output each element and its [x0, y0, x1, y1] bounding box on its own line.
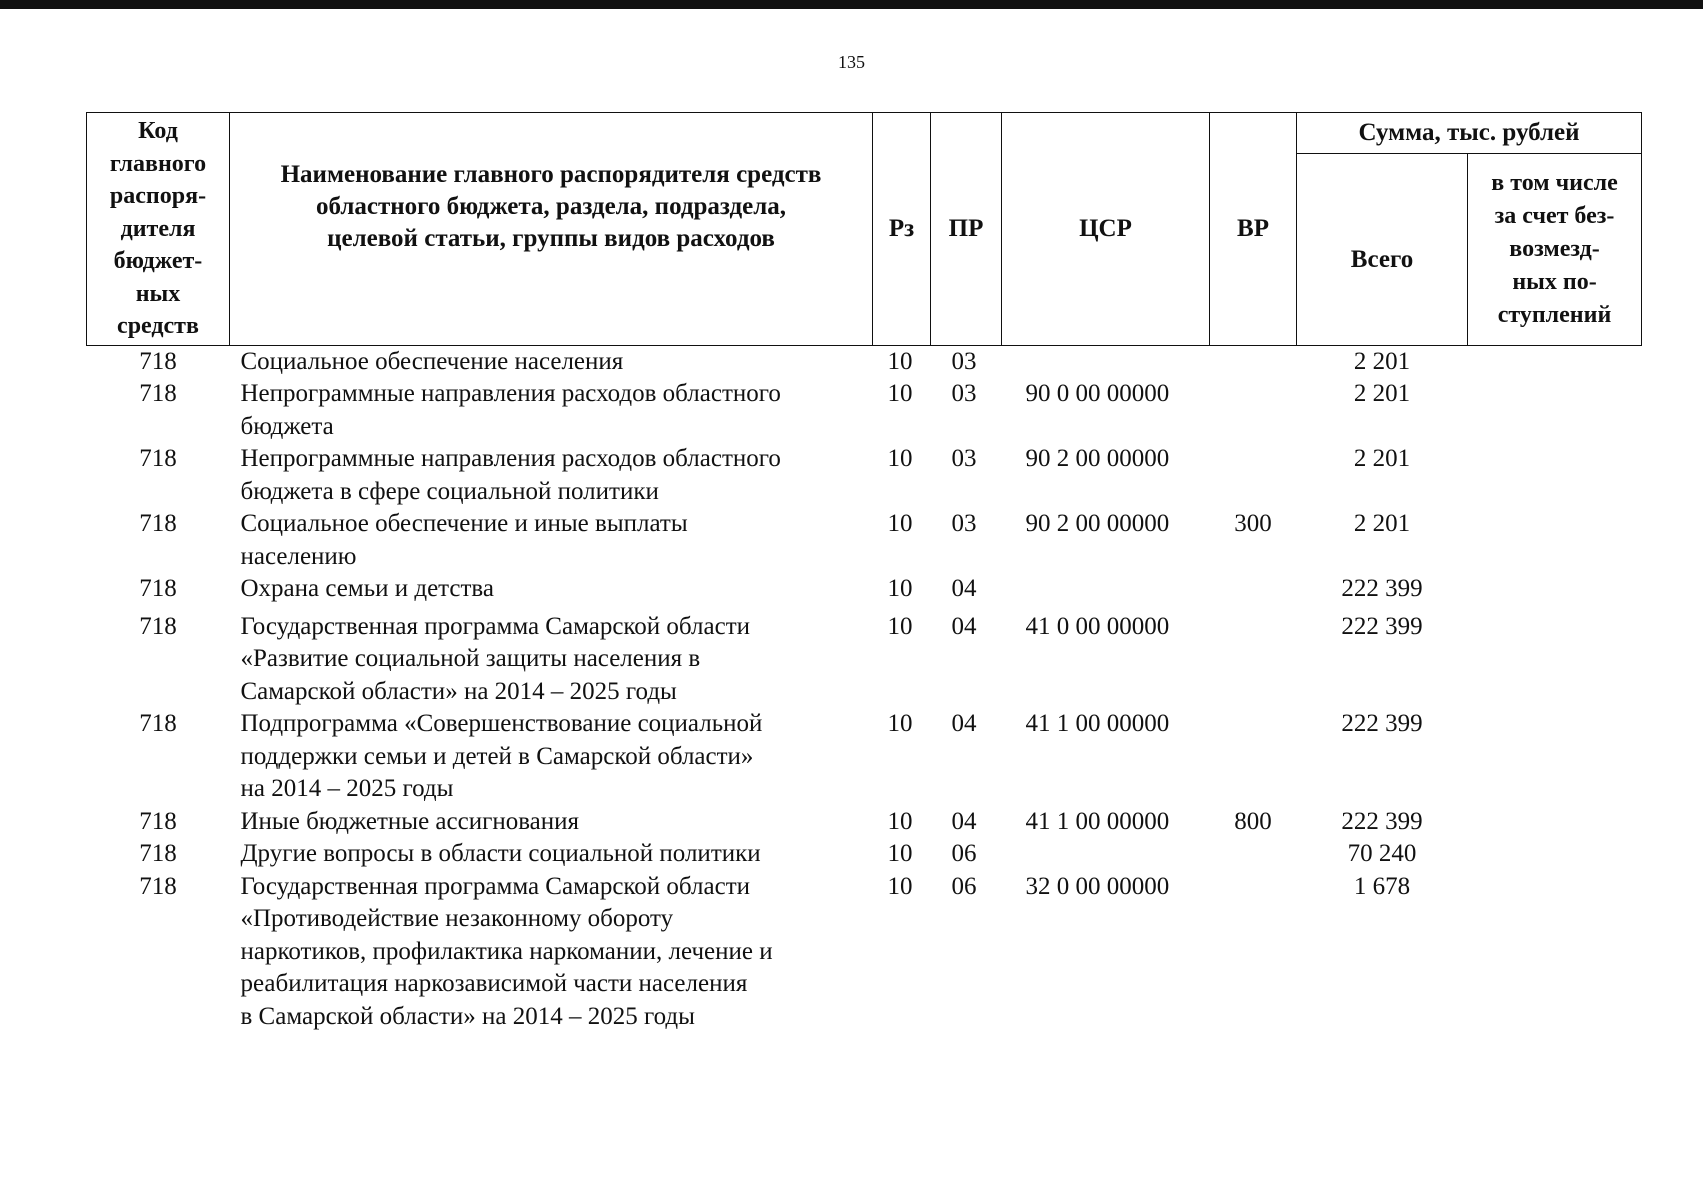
text-line: возмезд-	[1509, 235, 1600, 262]
cell-grant	[1468, 871, 1642, 1034]
text-line: Самарской области» на 2014 – 2025 годы	[240, 677, 677, 705]
header-pr: ПР	[931, 113, 1002, 346]
text-line: Другие вопросы в области социальной политики	[240, 840, 761, 867]
cell-csr	[1002, 345, 1210, 378]
text-line: Непрограммные направления расходов областного	[240, 445, 781, 472]
cell-grant	[1468, 508, 1642, 573]
header-total: Всего	[1297, 154, 1468, 346]
text-line: Государственная программа Самарской области	[240, 612, 750, 640]
text-line: «Противодействие незаконному обороту	[240, 905, 674, 932]
header-code-lines	[91, 115, 225, 343]
cell-code: 718	[139, 380, 177, 407]
cell-total: 222 399	[1341, 612, 1423, 640]
cell-total: 222 399	[1341, 807, 1423, 835]
text-line: распоря-	[109, 183, 207, 209]
cell-name	[230, 838, 873, 871]
cell-name	[230, 443, 873, 508]
cell-rz: 10	[887, 347, 913, 375]
cell-code: 718	[139, 807, 177, 835]
cell-csr: 90 2 00 00000	[1025, 510, 1170, 537]
table-row	[87, 838, 1642, 871]
cell-vr: 800	[1234, 807, 1272, 835]
table-row	[87, 708, 1642, 806]
cell-rz: 10	[887, 575, 913, 602]
cell-csr: 90 0 00 00000	[1025, 380, 1170, 407]
text-line: «Развитие социальной защиты населения в	[240, 645, 701, 672]
cell-grant	[1468, 806, 1642, 839]
text-line: в Самарской области» на 2014 – 2025 годы	[240, 1002, 695, 1030]
text-line: населению	[240, 542, 357, 570]
cell-pr: 06	[951, 840, 977, 867]
cell-grant	[1468, 345, 1642, 378]
cell-vr: 300	[1234, 510, 1272, 537]
header-csr: ЦСР	[1002, 113, 1210, 346]
cell-csr: 90 2 00 00000	[1025, 445, 1170, 472]
cell-vr	[1210, 345, 1297, 378]
cell-grant	[1468, 443, 1642, 508]
cell-code: 718	[139, 575, 177, 602]
cell-pr: 03	[951, 445, 977, 472]
cell-csr: 41 0 00 00000	[1025, 612, 1170, 640]
cell-total: 222 399	[1341, 575, 1423, 602]
cell-code: 718	[139, 510, 177, 537]
text-line: ных	[135, 280, 181, 307]
cell-total: 2 201	[1353, 347, 1411, 375]
header-rz: Рз	[873, 113, 931, 346]
text-line: областного бюджета, раздела, подраздела,	[315, 192, 787, 220]
header-vr: ВР	[1210, 113, 1297, 346]
cell-vr	[1210, 606, 1297, 709]
cell-code: 718	[139, 347, 177, 375]
table-row	[87, 508, 1642, 573]
text-line: Иные бюджетные ассигнования	[240, 807, 580, 835]
page-number: 135	[838, 52, 865, 72]
cell-vr	[1210, 443, 1297, 508]
cell-vr	[1210, 871, 1297, 1034]
top-border-bar	[0, 0, 1703, 9]
budget-table	[86, 112, 1642, 1033]
cell-code: 718	[139, 840, 177, 867]
cell-vr	[1210, 708, 1297, 806]
text-line: бюджет-	[113, 248, 203, 274]
cell-name	[230, 508, 873, 573]
cell-name	[230, 871, 873, 1034]
cell-code: 718	[139, 612, 177, 640]
text-line: в том числе	[1491, 169, 1618, 196]
cell-total: 70 240	[1347, 840, 1417, 867]
cell-vr	[1210, 378, 1297, 443]
header-code	[87, 113, 230, 346]
text-line: бюджета	[240, 412, 334, 440]
text-line: на 2014 – 2025 годы	[240, 775, 454, 802]
text-line: наркотиков, профилактика наркомании, лечение и	[240, 937, 773, 965]
text-line: Социальное обеспечение населения	[240, 347, 624, 375]
text-line: поддержки семьи и детей в Самарской области»	[240, 742, 754, 770]
header-sum: Сумма, тыс. рублей	[1297, 113, 1642, 154]
table-row	[87, 345, 1642, 378]
cell-grant	[1468, 708, 1642, 806]
header-name-lines	[234, 159, 868, 255]
text-line: за счет без-	[1494, 202, 1615, 229]
text-line: Код	[138, 118, 178, 144]
cell-pr: 04	[951, 575, 977, 602]
cell-rz: 10	[887, 710, 913, 737]
cell-csr: 32 0 00 00000	[1025, 872, 1170, 900]
cell-name	[230, 378, 873, 443]
cell-code: 718	[139, 872, 177, 900]
text-line: Непрограммные направления расходов областного	[240, 380, 781, 407]
cell-total: 1 678	[1353, 872, 1411, 900]
cell-total: 222 399	[1341, 710, 1423, 737]
text-line: бюджета в сфере социальной политики	[240, 477, 659, 505]
text-line: дителя	[120, 215, 196, 242]
text-line: ступлений	[1497, 301, 1612, 328]
text-line: главного	[109, 150, 207, 177]
text-line: средств	[117, 313, 199, 339]
table-row	[87, 871, 1642, 1034]
header-grant	[1468, 154, 1642, 346]
cell-pr: 04	[951, 710, 977, 737]
cell-csr	[1002, 838, 1210, 871]
cell-pr: 03	[951, 347, 977, 375]
text-line: Социальное обеспечение и иные выплаты	[240, 510, 688, 537]
cell-name	[230, 708, 873, 806]
table-row	[87, 378, 1642, 443]
cell-name	[230, 606, 873, 709]
cell-rz: 10	[887, 510, 913, 537]
table-row	[87, 806, 1642, 839]
text-line: Подпрограмма «Совершенствование социальной	[240, 710, 763, 737]
text-line: Охрана семьи и детства	[240, 575, 494, 602]
cell-total: 2 201	[1353, 445, 1411, 472]
text-line: ных по-	[1512, 268, 1597, 295]
cell-grant	[1468, 378, 1642, 443]
text-line: целевой статьи, группы видов расходов	[327, 224, 775, 252]
cell-grant	[1468, 606, 1642, 709]
cell-pr: 03	[951, 380, 977, 407]
cell-rz: 10	[887, 445, 913, 472]
table-row	[87, 606, 1642, 709]
cell-rz: 10	[887, 380, 913, 407]
cell-code: 718	[139, 445, 177, 472]
cell-pr: 06	[951, 872, 977, 900]
text-line: Наименование главного распорядителя средств	[280, 160, 822, 188]
cell-rz: 10	[887, 612, 913, 640]
cell-grant	[1468, 573, 1642, 606]
cell-name	[230, 573, 873, 606]
cell-rz: 10	[887, 807, 913, 835]
text-line: Государственная программа Самарской области	[240, 872, 750, 900]
cell-grant	[1468, 838, 1642, 871]
cell-vr	[1210, 838, 1297, 871]
cell-csr: 41 1 00 00000	[1025, 807, 1170, 835]
cell-total: 2 201	[1353, 380, 1411, 407]
cell-csr: 41 1 00 00000	[1025, 710, 1170, 737]
cell-csr	[1002, 573, 1210, 606]
cell-name	[230, 345, 873, 378]
cell-pr: 04	[951, 807, 977, 835]
cell-pr: 03	[951, 510, 977, 537]
table-body	[87, 345, 1642, 1033]
text-line: реабилитация наркозависимой части населения	[240, 970, 748, 997]
cell-code: 718	[139, 710, 177, 737]
cell-pr: 04	[951, 612, 977, 640]
header-grant-lines	[1472, 167, 1637, 332]
cell-total: 2 201	[1353, 510, 1411, 537]
table-row	[87, 443, 1642, 508]
header-name	[230, 113, 873, 346]
table-row	[87, 573, 1642, 606]
cell-name	[230, 806, 873, 839]
cell-rz: 10	[887, 840, 913, 867]
cell-rz: 10	[887, 872, 913, 900]
cell-vr	[1210, 573, 1297, 606]
